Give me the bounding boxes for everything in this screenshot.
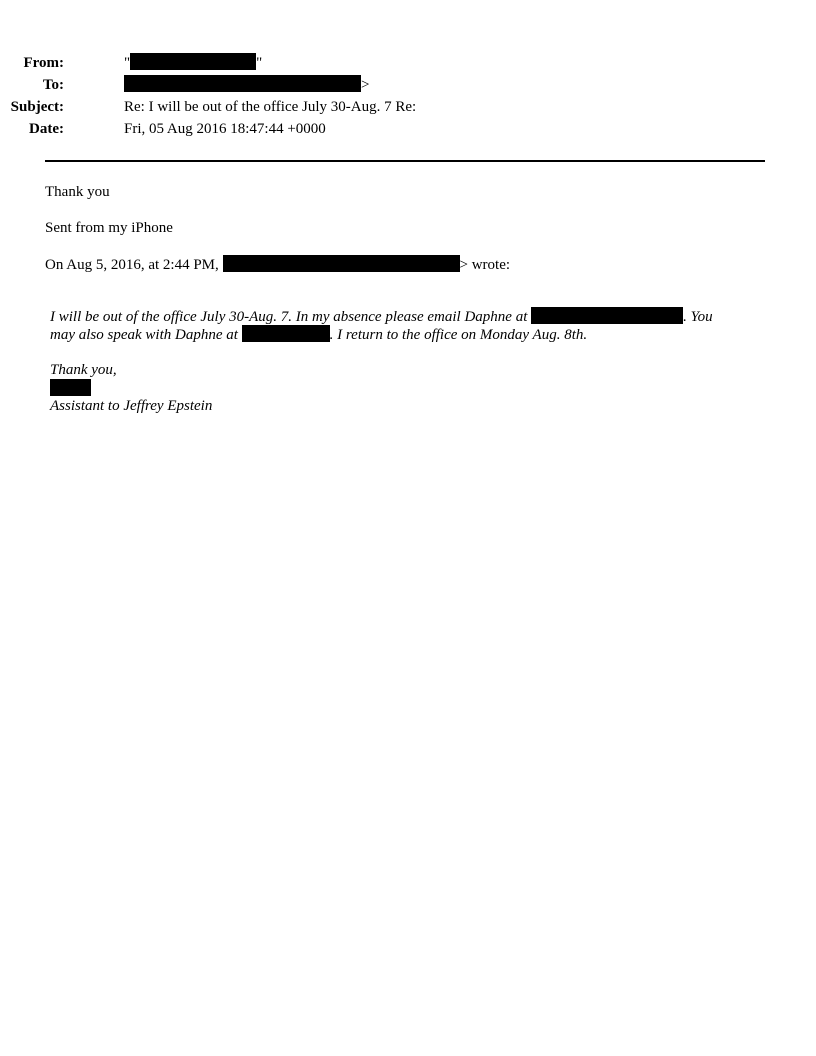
header-divider [45,160,765,162]
redacted-email [531,307,683,324]
from-value [124,52,262,74]
subject-label: Subject: [10,99,64,115]
body-thanks: Thank you [45,184,110,200]
to-row [0,74,760,96]
redacted-phone [242,325,330,342]
quoted-line-2-text: may also speak with Daphne at [50,327,238,343]
quoted-line-1 [50,307,762,325]
date-row [0,118,760,140]
reply-intro [45,255,510,275]
quoted-line-2 [50,325,762,343]
from-open-quote: " [124,55,131,71]
redacted-recipient [124,75,361,92]
from-row [0,52,760,74]
quoted-line-1-end: . You [683,309,713,325]
quoted-message [50,307,762,415]
redacted-sender [130,53,256,70]
subject-value: Re: I will be out of the office July 30-Aug. 7 Re: [124,99,417,115]
quoted-title: Assistant to Jeffrey Epstein [50,398,213,414]
from-close-quote: " [256,55,263,71]
reply-intro-suffix: > wrote: [459,257,511,273]
reply-intro-prefix: On Aug 5, 2016, at 2:44 PM, [45,257,219,273]
body-signature: Sent from my iPhone [45,220,173,236]
quoted-line-1-text: I will be out of the office July 30-Aug. 7. In my absence please email Daphne at [50,309,528,325]
redacted-original-sender [223,255,460,272]
from-label: From: [23,55,64,71]
date-value: Fri, 05 Aug 2016 18:47:44 +0000 [124,121,326,137]
to-value [124,74,369,96]
date-label: Date: [29,121,64,137]
subject-row [0,96,760,118]
to-suffix: > [361,77,370,93]
redacted-name [50,379,91,396]
quoted-line-2-end: . I return to the office on Monday Aug. 8th. [329,327,588,343]
to-label: To: [42,77,64,93]
quoted-name-line [50,379,762,397]
quoted-closing: Thank you, [50,362,117,378]
